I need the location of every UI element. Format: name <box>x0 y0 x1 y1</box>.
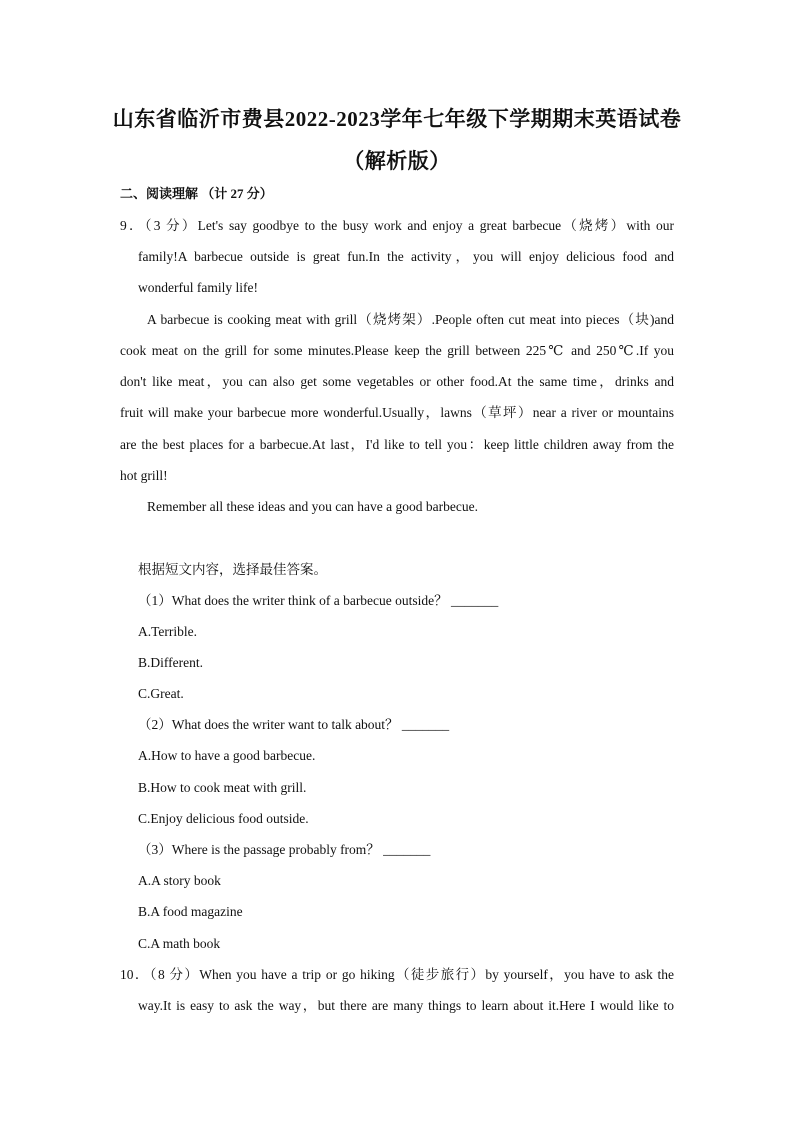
q9-2-option-a[interactable]: A.How to have a good barbecue. <box>138 748 316 763</box>
q9-3-option-a[interactable]: A.A story book <box>138 873 221 888</box>
q9-1-option-a[interactable]: A.Terrible. <box>138 624 198 639</box>
section-heading: 二、阅读理解 （计 27 分） <box>120 186 273 201</box>
q9-line-10: Remember all these ideas and you can have a good barbecue. <box>147 499 478 514</box>
q9-3-option-b[interactable]: B.A food magazine <box>138 904 243 919</box>
q9-line-3: wonderful family life! <box>138 280 258 295</box>
q9-line-5: cook meat on the grill for some minutes.Please keep the grill between 225℃ and 250℃.If you <box>120 343 674 358</box>
q9-instruction: 根据短文内容，选择最佳答案。 <box>138 562 327 577</box>
q10-line-1: 10．（8 分）When you have a trip or go hiking（徒步旅行）by yourself，you have to ask the <box>120 967 674 982</box>
q9-line-9: hot grill! <box>120 468 168 483</box>
q9-2-stem: （2）What does the writer want to talk about？ _______ <box>138 717 450 732</box>
q9-line-6: don't like meat，you can also get some vegetables or other food.At the same time，drinks and <box>120 374 674 389</box>
q9-1-stem: （1）What does the writer think of a barbecue outside？ _______ <box>138 593 499 608</box>
q9-3-option-c[interactable]: C.A math book <box>138 936 221 951</box>
q9-line-2: family!A barbecue outside is great fun.In the activity，you will enjoy delicious food and <box>138 249 674 264</box>
q9-line-8: are the best places for a barbecue.At last，I'd like to tell you：keep little children away from the <box>120 437 674 452</box>
q9-line-4: A barbecue is cooking meat with grill（烧烤架）.People often cut meat into pieces（块)and <box>147 312 674 327</box>
q9-3-stem: （3）Where is the passage probably from？ _______ <box>138 842 431 857</box>
exam-subtitle: （解析版） <box>343 149 451 173</box>
q9-line-7: fruit will make your barbecue more wonderful.Usually，lawns（草坪）near a river or mountains <box>120 405 674 420</box>
q9-2-option-c[interactable]: C.Enjoy delicious food outside. <box>138 811 309 826</box>
exam-title: 山东省临沂市费县2022-2023学年七年级下学期期末英语试卷 <box>112 107 682 131</box>
q9-line-1: 9．（3 分）Let's say goodbye to the busy work and enjoy a great barbecue（烧烤）with our <box>120 218 674 233</box>
q10-line-2: way.It is easy to ask the way，but there are many things to learn about it.Here I would like to <box>138 998 674 1013</box>
q9-1-option-c[interactable]: C.Great. <box>138 686 184 701</box>
q9-2-option-b[interactable]: B.How to cook meat with grill. <box>138 780 307 795</box>
q9-1-option-b[interactable]: B.Different. <box>138 655 203 670</box>
